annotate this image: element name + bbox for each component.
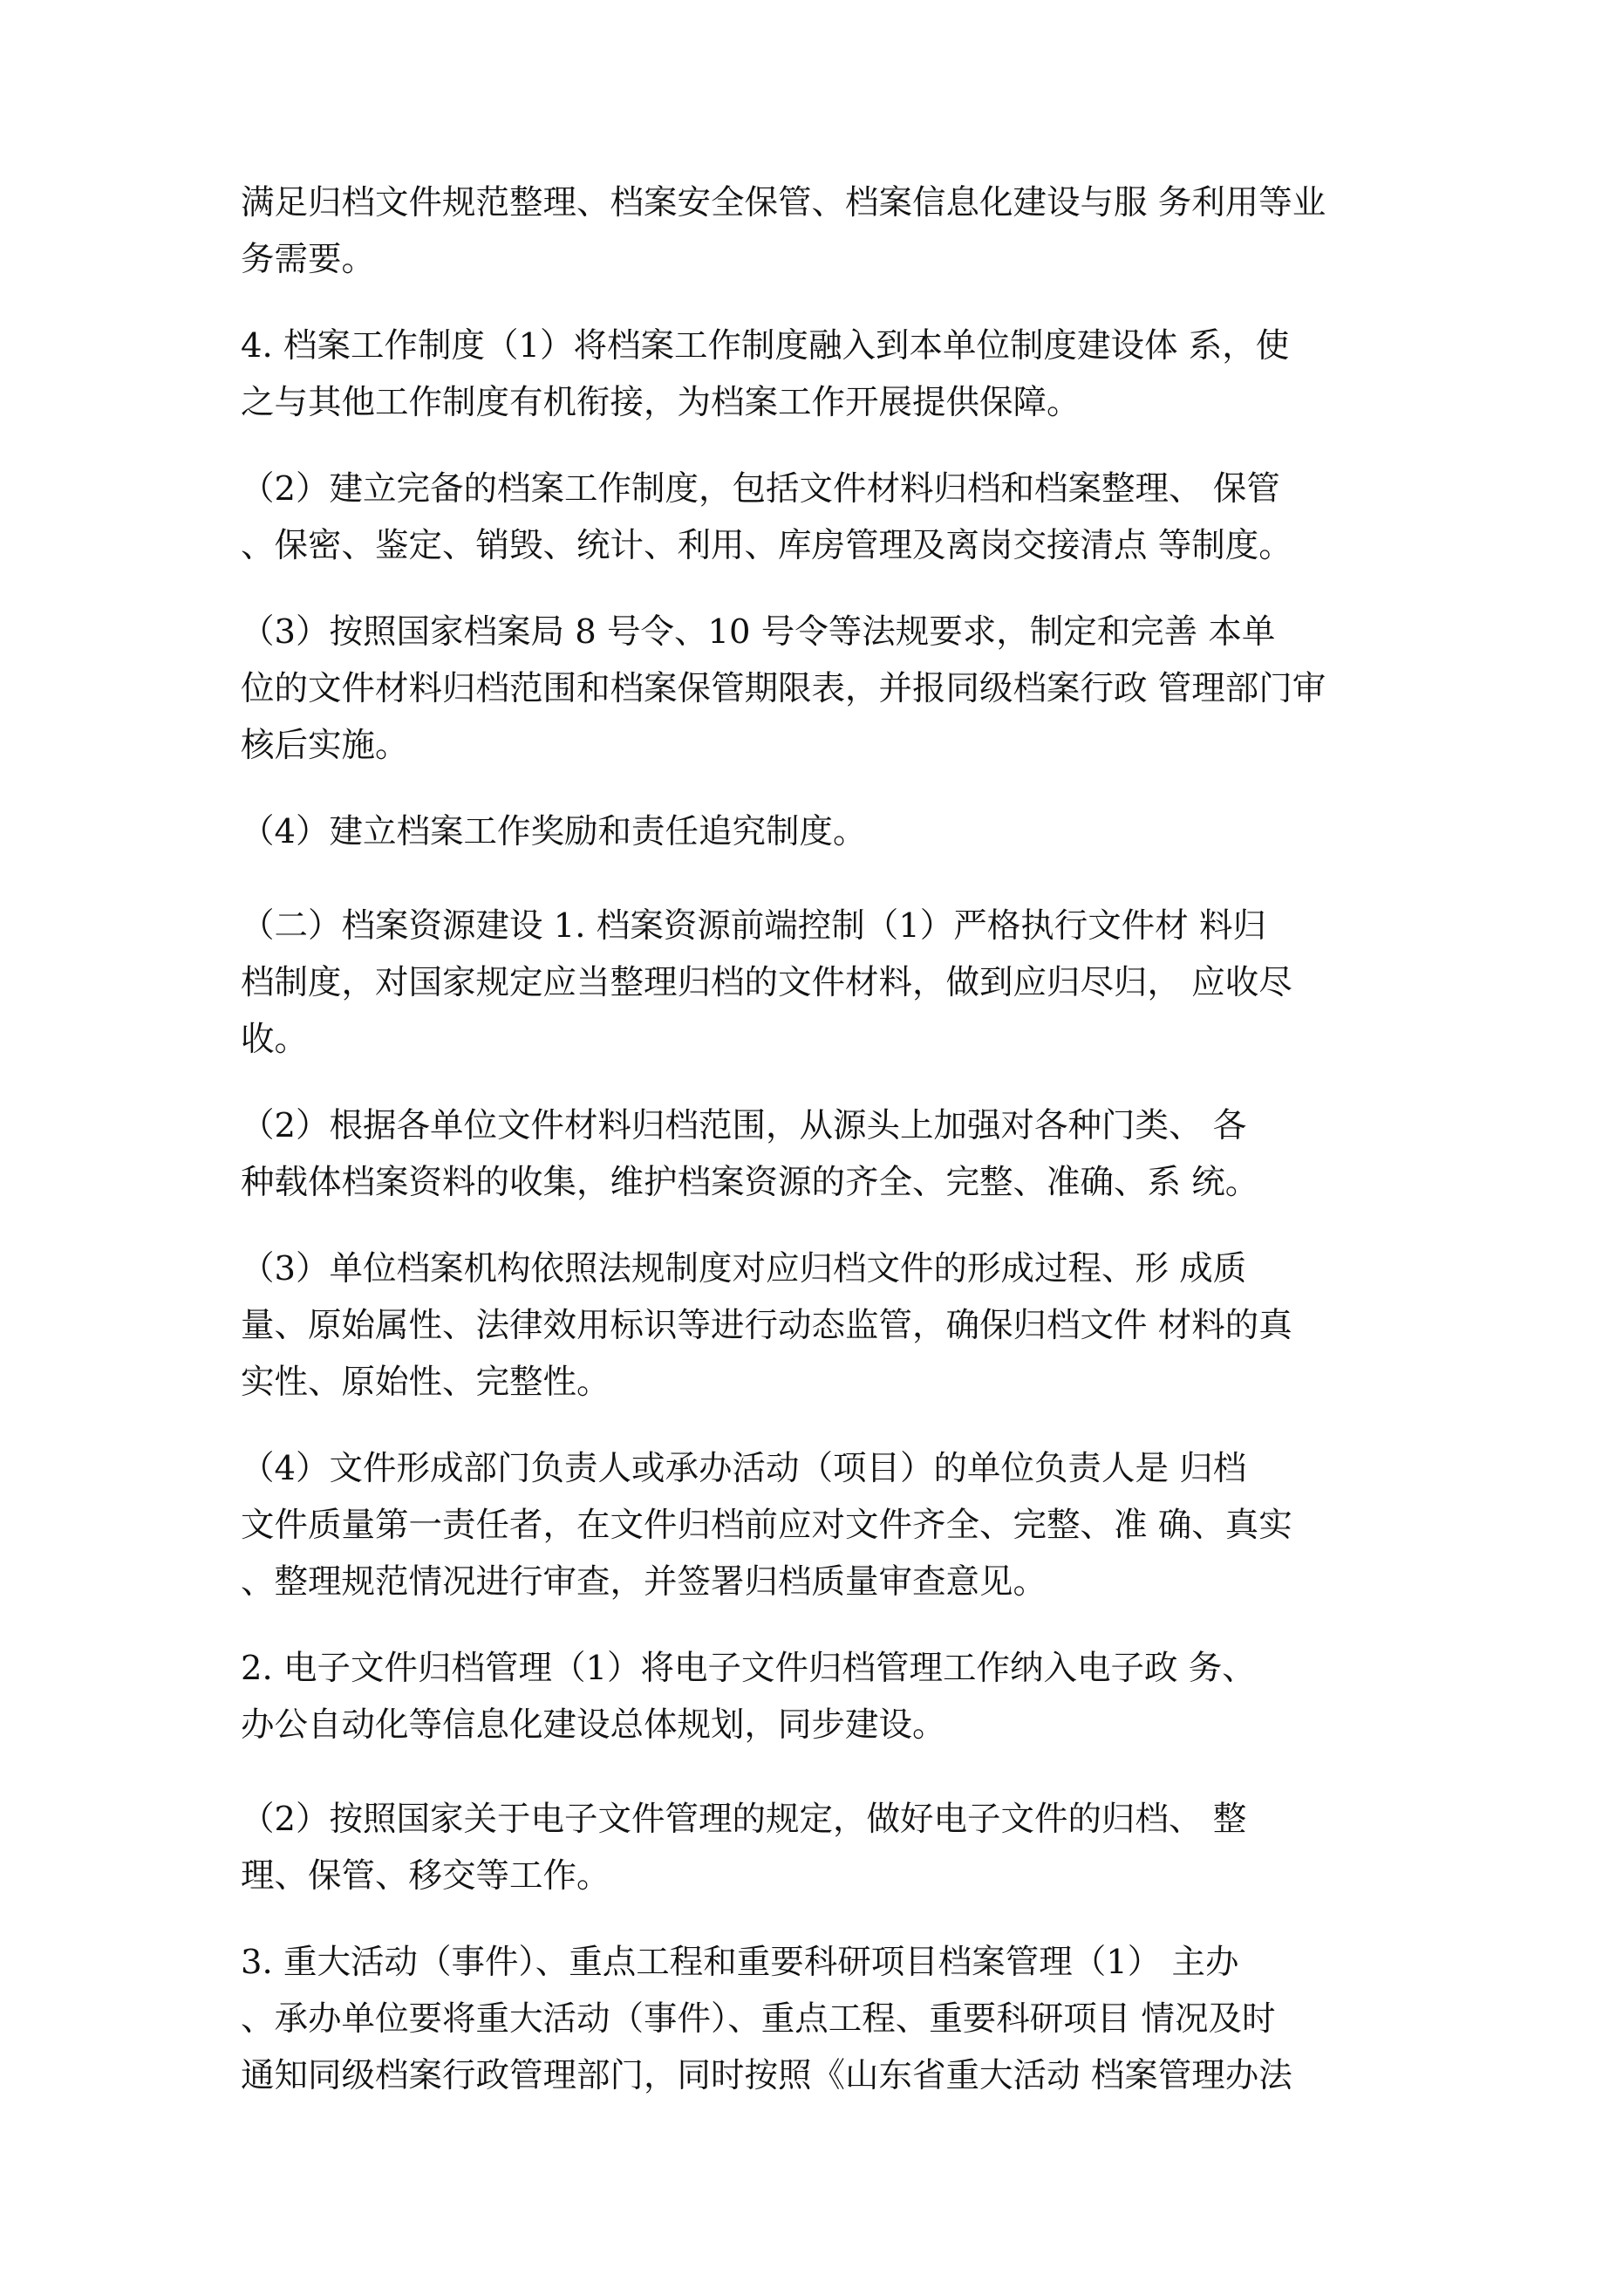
paragraph (241, 1440, 1414, 1610)
paragraph (241, 318, 1414, 431)
text-line: 办公自动化等信息化建设总体规划，同步建设。 (241, 1705, 946, 1745)
text-line: 量、原始属性、法律效用标识等进行动态监管，确保归档文件 材料的真 (241, 1306, 1292, 1345)
paragraph (241, 1791, 1414, 1904)
paragraph (241, 1934, 1414, 2104)
paragraph (241, 898, 1414, 1068)
text-line: （二）档案资源建设 1. 档案资源前端控制（1）严格执行文件材 料归 (241, 906, 1266, 946)
text-line: 务需要。 (241, 240, 376, 279)
paragraph (241, 461, 1414, 574)
text-line: 文件质量第一责任者，在文件归档前应对文件齐全、完整、准 确、真实 (241, 1506, 1292, 1545)
paragraph (241, 803, 1414, 860)
text-line: 3. 重大活动（事件）、重点工程和重要科研项目档案管理（1） 主办 (241, 1943, 1239, 1982)
document-body (241, 174, 1414, 2104)
text-line: 通知同级档案行政管理部门，同时按照《山东省重大活动 档案管理办法 (241, 2056, 1292, 2095)
text-line: （4）文件形成部门负责人或承办活动（项目）的单位负责人是 归档 (241, 1449, 1247, 1488)
text-line: 档制度，对国家规定应当整理归档的文件材料，做到应归尽归， 应收尽 (241, 963, 1292, 1002)
text-line: 之与其他工作制度有机衔接，为档案工作开展提供保障。 (241, 383, 1081, 422)
text-line: 、整理规范情况进行审查，并签署归档质量审查意见。 (241, 1562, 1047, 1602)
text-line: 位的文件材料归档范围和档案保管期限表，并报同级档案行政 管理部门审 (241, 669, 1326, 708)
text-line: 、保密、鉴定、销毁、统计、利用、库房管理及离岗交接清点 等制度。 (241, 526, 1292, 565)
paragraph (241, 1640, 1414, 1753)
text-line: （3）单位档案机构依照法规制度对应归档文件的形成过程、形 成质 (241, 1249, 1247, 1288)
text-line: 、承办单位要将重大活动（事件）、重点工程、重要科研项目 情况及时 (241, 1999, 1276, 2039)
text-line: 理、保管、移交等工作。 (241, 1856, 610, 1896)
paragraph (241, 1097, 1414, 1211)
text-line: 2. 电子文件归档管理（1）将电子文件归档管理工作纳入电子政 务、 (241, 1649, 1256, 1688)
paragraph (241, 1240, 1414, 1411)
text-line: 满足归档文件规范整理、档案安全保管、档案信息化建设与服 务利用等业 (241, 183, 1326, 222)
paragraph (241, 604, 1414, 774)
text-line: 核后实施。 (241, 726, 409, 765)
text-line: （3）按照国家档案局 8 号令、10 号令等法规要求，制定和完善 本单 (241, 612, 1276, 652)
text-line: （2）根据各单位文件材料归档范围，从源头上加强对各种门类、 各 (241, 1106, 1247, 1145)
text-line: 种载体档案资料的收集，维护档案资源的齐全、完整、准确、系 统。 (241, 1163, 1259, 1202)
paragraph (241, 174, 1414, 288)
text-line: 实性、原始性、完整性。 (241, 1363, 610, 1402)
text-line: 4. 档案工作制度（1）将档案工作制度融入到本单位制度建设体 系，使 (241, 326, 1290, 366)
text-line: 收。 (241, 1020, 309, 1059)
text-line: （2）建立完备的档案工作制度，包括文件材料归档和档案整理、 保管 (241, 469, 1280, 509)
text-line: （2）按照国家关于电子文件管理的规定，做好电子文件的归档、 整 (241, 1800, 1247, 1839)
text-line: （4）建立档案工作奖励和责任追究制度。 (241, 812, 867, 851)
